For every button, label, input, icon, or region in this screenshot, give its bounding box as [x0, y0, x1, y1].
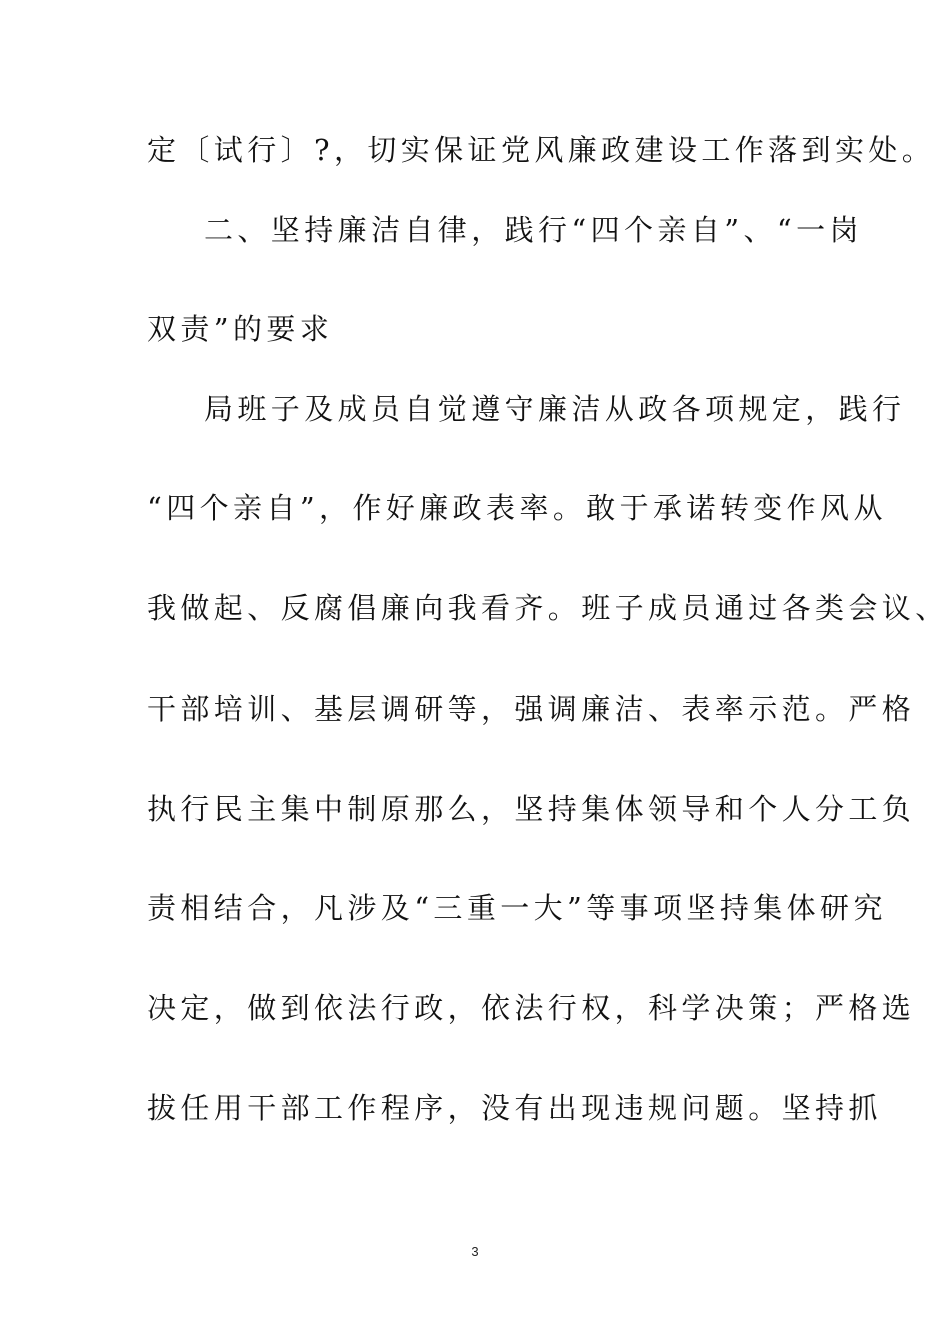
page-number: 3	[471, 1244, 479, 1259]
text-line-10: 决定，做到依法行政，依法行权，科学决策；严格选	[147, 991, 916, 1025]
text-line-1: 定〔试行〕?，切实保证党风廉政建设工作落到实处。	[147, 133, 936, 167]
section-heading-line-1: 二、坚持廉洁自律，践行“四个亲自”、“一岗	[204, 213, 863, 247]
text-line-8: 执行民主集中制原那么，坚持集体领导和个人分工负	[147, 792, 916, 826]
text-line-7: 干部培训、基层调研等，强调廉洁、表率示范。严格	[147, 692, 916, 726]
section-heading-line-2: 双责”的要求	[147, 312, 334, 346]
text-line-11: 拔任用干部工作程序，没有出现违规问题。坚持抓	[147, 1091, 882, 1125]
text-line-5: “四个亲自”，作好廉政表率。敢于承诺转变作风从	[147, 491, 887, 525]
text-line-9: 责相结合，凡涉及“三重一大”等事项坚持集体研究	[147, 891, 887, 925]
text-line-4: 局班子及成员自觉遵守廉洁从政各项规定，践行	[204, 392, 906, 426]
text-line-6: 我做起、反腐倡廉向我看齐。班子成员通过各类会议、	[147, 591, 949, 625]
